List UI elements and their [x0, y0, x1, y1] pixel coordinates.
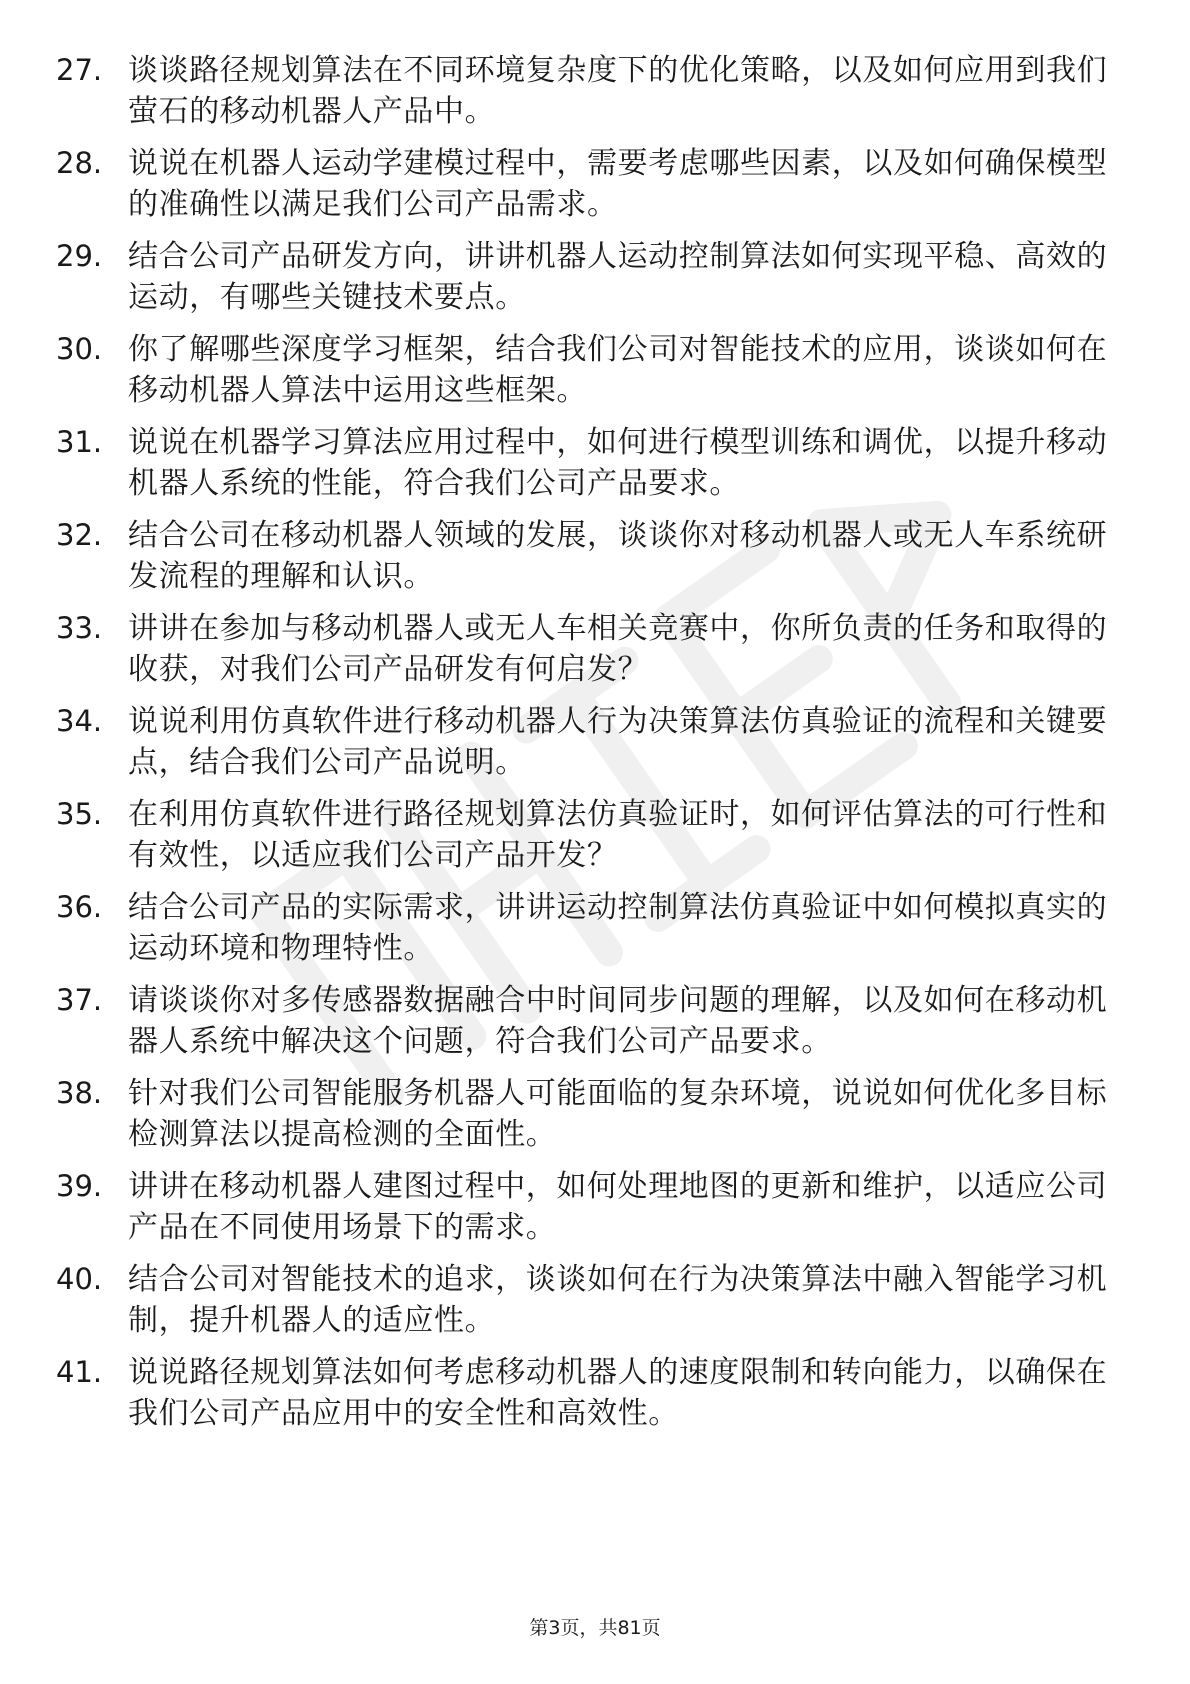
question-text: 结合公司对智能技术的追求，谈谈如何在行为决策算法中融入智能学习机制，提升机器人的适应性。	[128, 1262, 1108, 1338]
question-text: 说说在机器人运动学建模过程中，需要考虑哪些因素，以及如何确保模型的准确性以满足我们公司产品需求。	[128, 146, 1108, 222]
question-text: 谈谈路径规划算法在不同环境复杂度下的优化策略，以及如何应用到我们萤石的移动机器人产品中。	[128, 53, 1108, 129]
question-text: 结合公司在移动机器人领域的发展，谈谈你对移动机器人或无人车系统研发流程的理解和认识。	[128, 518, 1108, 594]
question-text: 说说在机器学习算法应用过程中，如何进行模型训练和调优，以提升移动机器人系统的性能，符合我们公司产品要求。	[128, 425, 1108, 501]
question-number: 30.	[56, 332, 103, 366]
question-number: 38.	[56, 1076, 103, 1110]
question-number: 37.	[56, 983, 103, 1017]
question-text: 讲讲在移动机器人建图过程中，如何处理地图的更新和维护，以适应公司产品在不同使用场景下的需求。	[128, 1169, 1108, 1245]
question-number: 31.	[56, 425, 103, 459]
question-number: 29.	[56, 239, 103, 273]
question-number: 27.	[56, 53, 103, 87]
question-number: 28.	[56, 146, 103, 180]
page-number-footer: 第3页，共81页	[529, 1617, 661, 1639]
question-text: 针对我们公司智能服务机器人可能面临的复杂环境，说说如何优化多目标检测算法以提高检测的全面性。	[128, 1076, 1108, 1152]
question-number: 36.	[56, 890, 103, 924]
question-text: 在利用仿真软件进行路径规划算法仿真验证时，如何评估算法的可行性和有效性，以适应我们公司产品开发？	[128, 797, 1108, 873]
question-text: 结合公司产品的实际需求，讲讲运动控制算法仿真验证中如何模拟真实的运动环境和物理特性。	[128, 890, 1108, 966]
question-number: 39.	[56, 1169, 103, 1203]
question-text: 说说路径规划算法如何考虑移动机器人的速度限制和转向能力，以确保在我们公司产品应用中的安全性和高效性。	[128, 1355, 1108, 1431]
question-number: 40.	[56, 1262, 103, 1296]
question-number: 34.	[56, 704, 103, 738]
question-number: 35.	[56, 797, 103, 831]
question-number: 32.	[56, 518, 103, 552]
question-number: 41.	[56, 1355, 103, 1389]
question-number: 33.	[56, 611, 103, 645]
question-text: 讲讲在参加与移动机器人或无人车相关竞赛中，你所负责的任务和取得的收获，对我们公司产品研发有何启发？	[128, 611, 1108, 687]
question-text: 请谈谈你对多传感器数据融合中时间同步问题的理解，以及如何在移动机器人系统中解决这个问题，符合我们公司产品要求。	[128, 983, 1108, 1059]
question-text: 结合公司产品研发方向，讲讲机器人运动控制算法如何实现平稳、高效的运动，有哪些关键技术要点。	[128, 239, 1108, 315]
question-text: 你了解哪些深度学习框架，结合我们公司对智能技术的应用，谈谈如何在移动机器人算法中运用这些框架。	[128, 332, 1108, 408]
question-text: 说说利用仿真软件进行移动机器人行为决策算法仿真验证的流程和关键要点，结合我们公司产品说明。	[128, 704, 1108, 780]
